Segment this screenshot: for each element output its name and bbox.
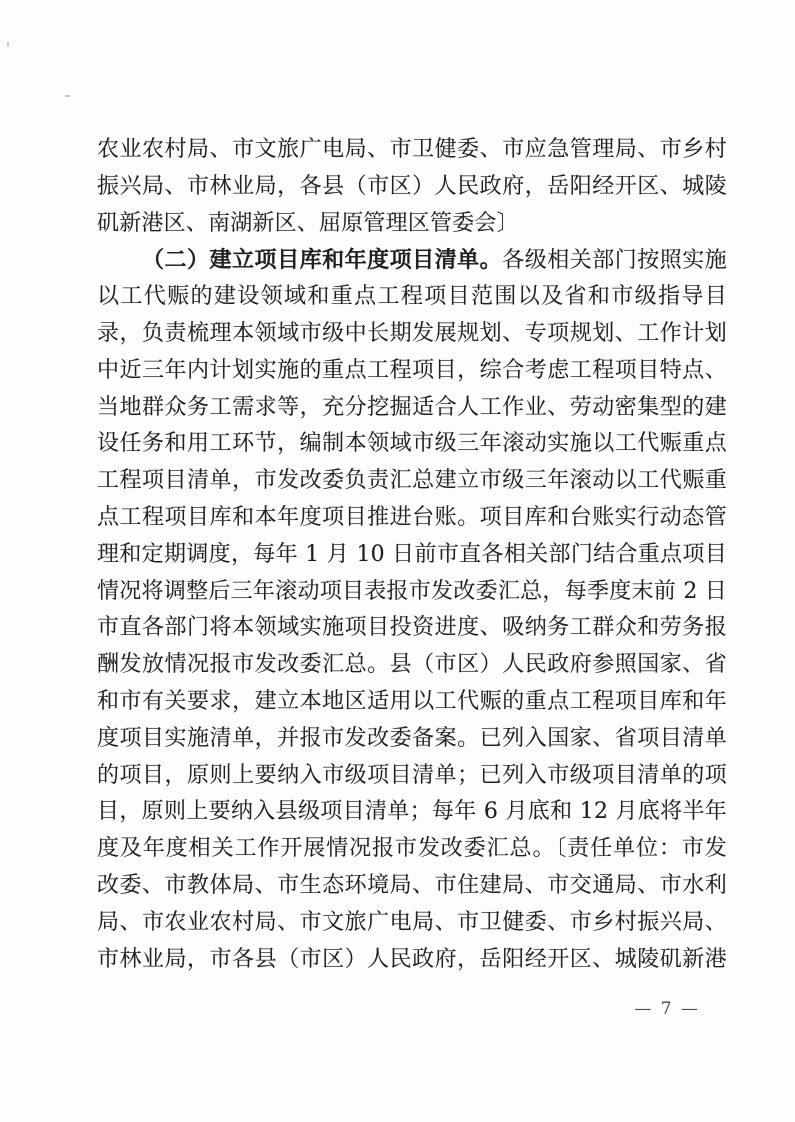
page-number: — 7 — xyxy=(634,999,700,1019)
text-line: 工程项目清单，市发改委负责汇总建立市级三年滚动以工代赈重 xyxy=(97,468,727,494)
text-line: 度项目实施清单，并报市发改委备案。已列入国家、省项目清单 xyxy=(97,725,727,751)
text-line: 度及年度相关工作开展情况报市发改委汇总。〔责任单位：市发 xyxy=(97,836,727,862)
text-line: 设任务和用工环节，编制本领域市级三年滚动实施以工代赈重点 xyxy=(97,431,727,457)
text-line: 中近三年内计划实施的重点工程项目，综合考虑工程项目特点、 xyxy=(97,357,727,383)
scan-noise-speck xyxy=(65,95,70,97)
text-line: 和市有关要求，建立本地区适用以工代赈的重点工程项目库和年 xyxy=(97,688,727,714)
text-line: 录，负责梳理本领域市级中长期发展规划、专项规划、工作计划 xyxy=(97,320,727,346)
text-line: 市林业局，市各县（市区）人民政府，岳阳经开区、城陵矶新港 xyxy=(97,946,727,972)
text-line: 振兴局、市林业局，各县（市区）人民政府，岳阳经开区、城陵 xyxy=(97,173,727,199)
text-line: 以工代赈的建设领域和重点工程项目范围以及省和市级指导目 xyxy=(97,284,727,310)
body-text xyxy=(97,132,727,978)
text-line: 农业农村局、市文旅广电局、市卫健委、市应急管理局、市乡村 xyxy=(97,137,727,162)
text-line: 改委、市教体局、市生态环境局、市住建局、市交通局、市水利 xyxy=(97,872,727,898)
text-line: 酬发放情况报市发改委汇总。县（市区）人民政府参照国家、省 xyxy=(97,652,727,678)
text-line: 情况将调整后三年滚动项目表报市发改委汇总，每季度末前 2 日 xyxy=(97,578,727,604)
text-line: 局、市农业农村局、市文旅广电局、市卫健委、市乡村振兴局、 xyxy=(97,909,727,935)
section-body-start: 各级相关部门按照实施 xyxy=(502,248,727,274)
text-line: 理和定期调度，每年 1 月 10 日前市直各相关部门结合重点项目 xyxy=(97,541,727,567)
text-line: 目，原则上要纳入县级项目清单；每年 6 月底和 12 月底将半年 xyxy=(97,799,727,825)
text-line: 市直各部门将本领域实施项目投资进度、吸纳务工群众和劳务报 xyxy=(97,615,727,641)
paragraph-project-library xyxy=(97,279,727,978)
text-line: 的项目，原则上要纳入市级项目清单；已列入市级项目清单的项 xyxy=(97,762,727,788)
section-heading: （二）建立项目库和年度项目清单。 xyxy=(142,247,503,274)
text-line: 点工程项目库和本年度项目推进台账。项目库和台账实行动态管 xyxy=(97,504,727,530)
section-heading-line xyxy=(97,242,727,279)
text-line: 矶新港区、南湖新区、屈原管理区管委会〕 xyxy=(97,210,519,236)
text-line: 当地群众务工需求等，充分挖掘适合人工作业、劳动密集型的建 xyxy=(97,394,727,420)
scan-noise-speck xyxy=(7,42,9,47)
paragraph-responsible-units-continuation xyxy=(97,132,727,242)
